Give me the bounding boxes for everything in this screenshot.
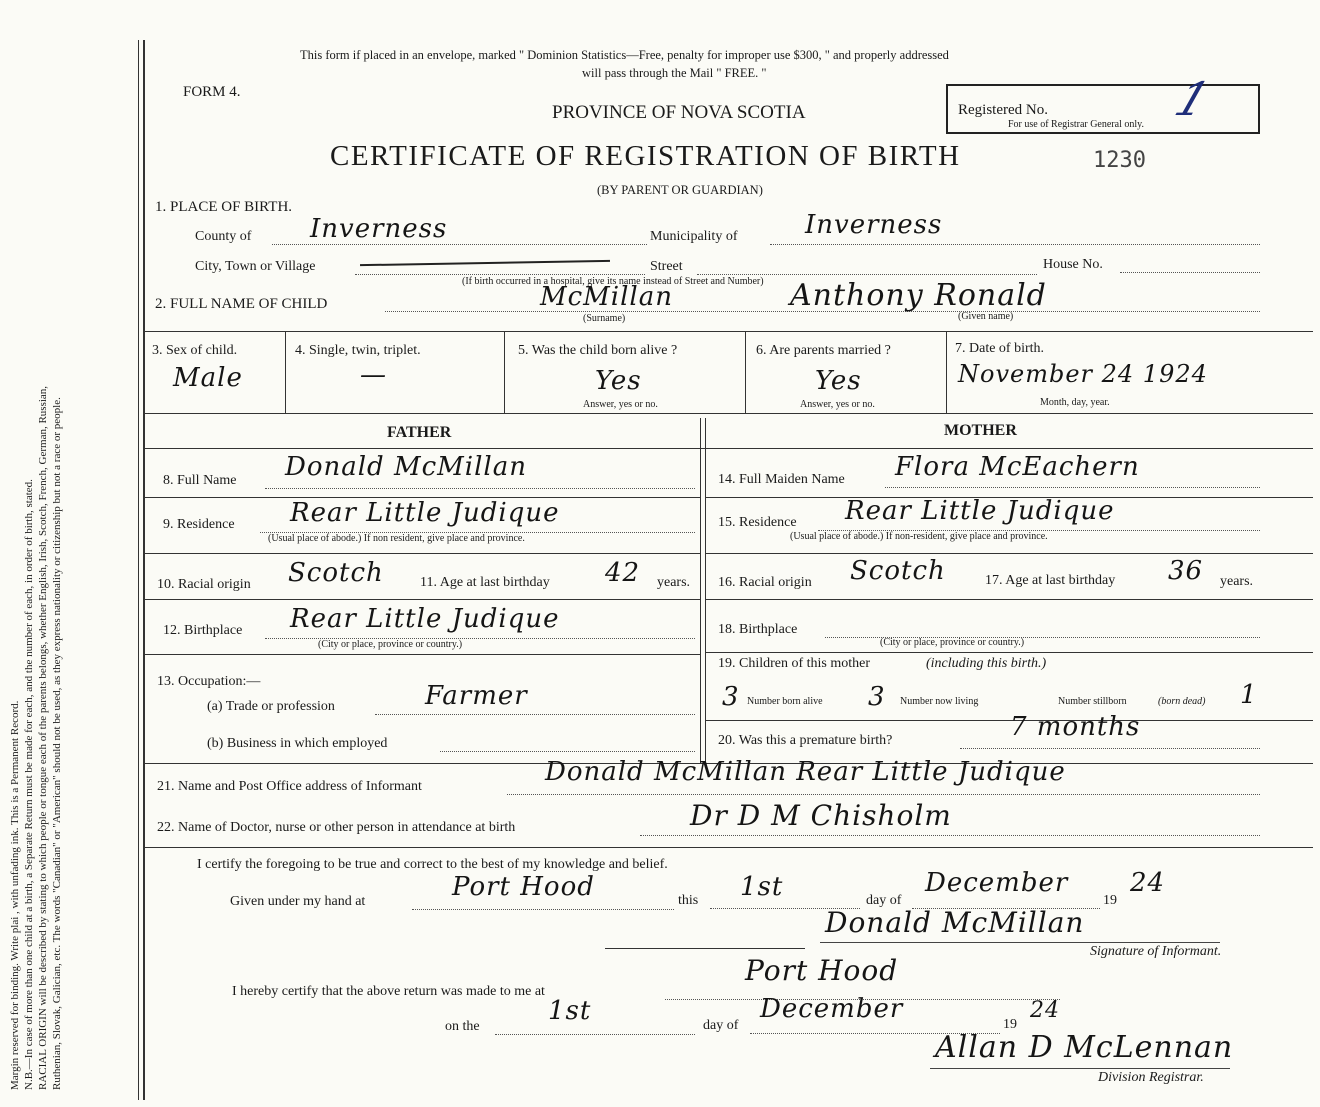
page-title: CERTIFICATE OF REGISTRATION OF BIRTH	[330, 140, 961, 172]
signature-of-informant-label: Signature of Informant.	[1090, 944, 1222, 959]
hospital-note: (If birth occurred in a hospital, give its name instead of Street and Number)	[462, 276, 764, 287]
margin-notes	[8, 50, 64, 1090]
registrar-day: 1st	[548, 996, 592, 1026]
separator-rule	[605, 948, 805, 949]
mother-age: 36	[1168, 556, 1204, 586]
born-alive-value: 3	[722, 682, 740, 712]
father-heading: FATHER	[387, 424, 452, 441]
father-residence-label: 9. Residence	[163, 517, 235, 532]
division-registrar-label: Division Registrar.	[1098, 1070, 1204, 1085]
father-age-label: 11. Age at last birthday	[420, 575, 550, 590]
father-racial-label: 10. Racial origin	[157, 577, 251, 592]
margin-note-4: Ruthenian, Slovak, Galician, etc. The words "Canadian" or "American" should not be used, as they express nationality or citizenship but not a race or people.	[51, 397, 63, 1090]
registered-note: For use of Registrar General only.	[1008, 119, 1144, 130]
place-of-birth-label: 1. PLACE OF BIRTH.	[155, 199, 293, 215]
now-living-label: Number now living	[900, 696, 979, 707]
mother-racial: Scotch	[850, 556, 946, 586]
informant-signature: Donald McMillan	[825, 906, 1085, 939]
mother-name: Flora McEachern	[895, 452, 1140, 482]
informant-value: Donald McMillan Rear Little Judique	[545, 757, 1066, 787]
father-birthplace: Rear Little Judique	[290, 604, 560, 634]
alive-value: Yes	[595, 366, 642, 396]
plurality-value: —	[360, 360, 387, 390]
alive-answer-note: Answer, yes or no.	[583, 399, 658, 410]
registrar-place: Port Hood	[745, 954, 899, 987]
mother-residence: Rear Little Judique	[845, 496, 1115, 526]
informant-label: 21. Name and Post Office address of Informant	[157, 779, 422, 794]
registered-value: 1	[1168, 72, 1219, 126]
plurality-label: 4. Single, twin, triplet.	[295, 343, 421, 358]
registered-box	[946, 72, 1260, 134]
given-place: Port Hood	[452, 872, 595, 902]
premature-label: 20. Was this a premature birth?	[718, 733, 893, 748]
margin-rule	[138, 40, 139, 1100]
municipality-label: Municipality of	[650, 229, 738, 244]
stillborn-note: (born dead)	[1158, 696, 1206, 707]
now-living-value: 3	[868, 682, 886, 712]
doctor-label: 22. Name of Doctor, nurse or other person in attendance at birth	[157, 820, 516, 835]
surname-note: (Surname)	[583, 313, 626, 324]
margin-note-1: Margin reserved for binding. Write plai , with unfading ink. This is a Permanent Record.	[9, 700, 21, 1090]
child-name-label: 2. FULL NAME OF CHILD	[155, 296, 328, 312]
registrar-year: 24	[1030, 998, 1060, 1023]
sex-value: Male	[173, 363, 243, 393]
house-label: House No.	[1043, 257, 1103, 272]
given-year: 24	[1130, 868, 1166, 898]
given-day-of-label: day of	[866, 893, 902, 908]
mother-name-label: 14. Full Maiden Name	[718, 472, 845, 487]
father-name-label: 8. Full Name	[163, 473, 237, 488]
father-birthplace-note: (City or place, province or country.)	[318, 639, 463, 650]
dob-value: November 24 1924	[958, 360, 1208, 388]
stillborn-label: Number stillborn	[1058, 696, 1127, 707]
children-note: (including this birth.)	[926, 656, 1047, 671]
given-this-label: this	[678, 893, 699, 908]
mother-racial-label: 16. Racial origin	[718, 575, 812, 590]
born-alive-label: Number born alive	[747, 696, 823, 707]
father-residence: Rear Little Judique	[290, 498, 560, 528]
doctor-value: Dr D M Chisholm	[690, 799, 952, 832]
given-year-prefix: 19	[1103, 893, 1117, 908]
registrar-signature: Allan D McLennan	[935, 1030, 1234, 1065]
mother-heading: MOTHER	[944, 422, 1017, 439]
mother-age-label: 17. Age at last birthday	[985, 573, 1116, 588]
municipality-value: Inverness	[805, 210, 943, 240]
father-occupation-label: 13. Occupation:—	[157, 674, 261, 689]
given-day: 1st	[740, 872, 784, 902]
father-name: Donald McMillan	[285, 452, 527, 482]
given-name-note: (Given name)	[958, 311, 1014, 322]
certificate-number: 1230	[1093, 148, 1146, 173]
margin-note-2: N.B.—In case of more than one child at a birth, a Separate Return must be made for each, and the number of each, in order of birth, stated.	[23, 479, 35, 1090]
father-birthplace-label: 12. Birthplace	[163, 623, 243, 638]
postal-notice-line1: This form if placed in an envelope, marked " Dominion Statistics—Free, penalty for improper use $300, " and properly addressed	[300, 48, 949, 62]
sex-label: 3. Sex of child.	[152, 343, 238, 358]
father-business-label: (b) Business in which employed	[207, 736, 388, 751]
married-label: 6. Are parents married ?	[756, 343, 891, 358]
married-answer-note: Answer, yes or no.	[800, 399, 875, 410]
margin-note-3: RACIAL ORIGIN will be described by stating to which people or tongue each of the parents belongs, whether English, Irish, Scotch, French, German, Russian,	[37, 385, 49, 1090]
province-heading: PROVINCE OF NOVA SCOTIA	[552, 102, 806, 123]
registrar-month: December	[760, 994, 904, 1024]
postal-notice-line2: will pass through the Mail " FREE. "	[582, 66, 767, 80]
given-at-label: Given under my hand at	[230, 894, 366, 909]
mother-residence-label: 15. Residence	[718, 515, 797, 530]
father-residence-note: (Usual place of abode.) If non resident, give place and province.	[268, 533, 525, 544]
child-given-name: Anthony Ronald	[790, 278, 1047, 313]
county-value: Inverness	[310, 214, 448, 244]
father-trade-label: (a) Trade or profession	[207, 699, 335, 714]
county-label: County of	[195, 229, 252, 244]
certify-statement: I certify the foregoing to be true and correct to the best of my knowledge and belief.	[197, 857, 668, 872]
page-subtitle: (BY PARENT OR GUARDIAN)	[597, 183, 763, 197]
registrar-day-of-label: day of	[703, 1018, 739, 1033]
premature-value: 7 months	[1010, 712, 1141, 742]
given-month: December	[925, 868, 1069, 898]
form-number: FORM 4.	[183, 84, 241, 100]
alive-label: 5. Was the child born alive ?	[518, 343, 678, 358]
mother-residence-note: (Usual place of abode.) If non-resident, give place and province.	[790, 531, 1048, 542]
father-years: years.	[657, 575, 691, 590]
father-trade: Farmer	[425, 681, 528, 711]
married-value: Yes	[815, 366, 862, 396]
father-racial: Scotch	[288, 558, 384, 588]
street-label: Street	[650, 259, 683, 274]
city-label: City, Town or Village	[195, 259, 316, 274]
mother-birthplace-note: (City or place, province or country.)	[880, 637, 1025, 648]
dob-note: Month, day, year.	[1040, 397, 1110, 408]
registered-label: Registered No.	[958, 102, 1048, 118]
registrar-on-the-label: on the	[445, 1019, 480, 1034]
mother-years: years.	[1220, 574, 1254, 589]
father-age: 42	[605, 558, 641, 588]
mother-birthplace-label: 18. Birthplace	[718, 622, 798, 637]
stillborn-value: 1	[1240, 680, 1258, 710]
child-surname: McMillan	[540, 282, 673, 312]
dob-label: 7. Date of birth.	[955, 341, 1045, 356]
children-label: 19. Children of this mother	[718, 656, 871, 671]
registrar-statement: I hereby certify that the above return was made to me at	[232, 984, 545, 999]
registrar-year-prefix: 19	[1003, 1017, 1017, 1032]
